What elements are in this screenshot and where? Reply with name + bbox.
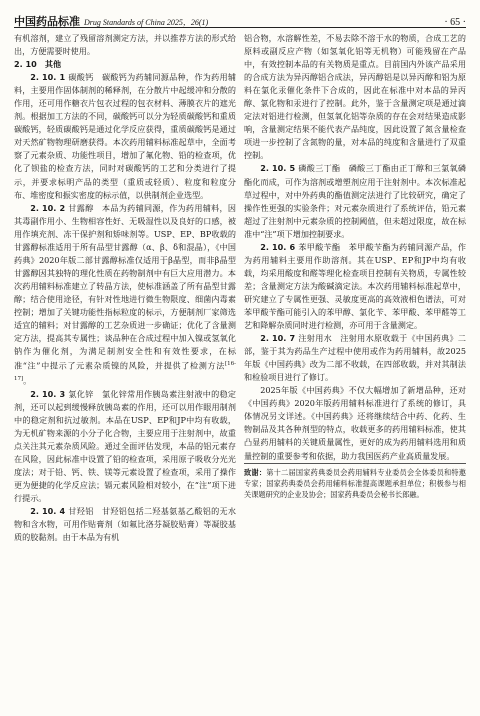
paragraph-text: 磷酸三丁酯 磷酸三丁酯由正丁醇和三氯氧磷酯化而成，可作为溶剂或增塑剂应用于注射剂中。本次标准起草过程中，对中外药典的酯值测定法进行了比较研究，确定了操作性更强的实验条件；对元素杂质进行了系统评估，铅元素超过了注射剂中元素杂质的控制阈值，但未超过限度，故在标准中“注”项下增加控制要求。 — [244, 163, 466, 239]
body-columns — [14, 32, 466, 544]
paragraph-text: 苯甲酸苄酯 苯甲酸苄酯为药辅同源产品，作为药用辅料主要用作助溶剂。其在USP、EP和JP中均有收载，均采用酸度和醛等理化检查项目控制有关物质，专属性较差；含量测定方法为酸碱滴定法。本次药用辅料标准起草中，研究建立了专属性更强、灵敏度更高的高效液相色谱法，可对苯甲酸苄酯可能引入的苯甲醇、氯化苄、苯甲酸、苯甲醛等工艺和降解杂质同时进行检测，亦可用于含量测定。 — [244, 241, 466, 331]
paragraph-end: 。 — [23, 375, 32, 386]
section-number: 2. 10. 3 — [30, 388, 66, 399]
paragraph-text: 注射用水 注射用水原收载于《中国药典》二部，鉴于其为药品生产过程中使用或作为药用辅料，故2025年版《中国药典》改为二部不收载，在四部收载，并对其制法和检验项目进行了修订。 — [244, 333, 466, 383]
section-number: 2. 10. 1 — [30, 72, 66, 83]
page-number: · 65 · — [444, 17, 466, 28]
journal-name-en: Drug Standards of China 2025，26(1) — [84, 18, 209, 27]
paragraph-zinc-chloride — [14, 388, 236, 505]
paragraph-tributyl-phosphate — [244, 162, 466, 240]
section-number: 2. 10. 7 — [260, 333, 296, 344]
acknowledgement-text: 第十二届国家药典委员会药用辅料专业委员会全体委员和特邀专家；国家药典委员会药用辅料标准提高课题承担单位；积极参与相关课题研究的企业及协会；国家药典委员会秘书长郎融。 — [244, 467, 466, 499]
section-number: 2. 10. 6 — [260, 241, 296, 252]
paragraph-calcium-carbonate — [14, 71, 236, 201]
section-heading-2-10: 2. 10 其他 — [14, 59, 62, 70]
citation-ref: [16-17] — [14, 361, 236, 382]
paragraph-text: 碳酸钙 碳酸钙为药辅同源品种，作为药用辅料，主要用作固体制剂的稀释剂，在分散片中起缓冲和分散的作用，还可用作糖衣片包衣过程的包衣材料、薄膜衣片的遮光剂。根据加工方法的不同，碳酸钙可以分为轻质碳酸钙和重质碳酸钙，轻质碳酸钙是通过化学反应获得，重质碳酸钙是通过对天然矿物物理研磨获得。本次药用辅料标准起草中，全面考察了元素杂质、功能性项目，增加了氟化物、铅的检查项，优化了钡盐的检查方法，同时对碳酸钙的工艺和分类进行了提示，并要求标明产品的类型（重质或轻质）、粒度和粒度分布、堆密度和振实密度的标示值，以供制剂企业选型。 — [14, 72, 236, 200]
paragraph: 铝合物，水溶解性差，不易去除不溶于水的物质，合成工艺的原料或副反应产物（如氢氧化铝等无机物）可能残留在产品中，有效控制本品的有关物质是重点。目前国内外该产品采用的合成方法为异丙醇铝合成法，异丙醇铝是以异丙醇和铝为原料在氯化汞催化条件下合成的，因此在标准中对本品的异丙醇、氯化物和汞进行了控制。此外，鉴于含量测定项是通过滴定法对铝进行检测，但氢氧化铝等杂质的存在会对结果造成影响，含量测定结果不能代表产品纯度，因此设置了氮含量检查项进一步控制了含氮物的量，对本品的纯度和含量进行了双重控制。 — [244, 33, 466, 161]
paragraph-water-for-injection — [244, 332, 466, 384]
page-header — [14, 10, 466, 28]
paragraph-dihydroxyaluminum-aminoacetate — [14, 505, 236, 544]
paragraph-text: 氯化锌 氯化锌常用作胰岛素注射液中的稳定剂，还可以起到缓慢释放胰岛素的作用，还可以用作眼用制剂中的稳定剂和抗过敏剂。本品在USP、EP和JP中均有收载，为无机矿物来源的小分子化合物，主要应用于注射剂中，故重点关注其元素杂质风险。通过全面评估发现，本品的铝元素存在风险，因此标准中设置了铅的检查项，采用原子吸收分光光度法；对于铅、钙、铁、镁等元素设置了检查项，采用了操作更为便捷的化学反应法；镉元素风险相对较小，在“注”项下进行提示。 — [14, 388, 236, 504]
section-number: 2. 10. 4 — [30, 506, 66, 517]
section-number: 2. 10. 5 — [260, 163, 296, 174]
acknowledgement — [244, 463, 466, 501]
paragraph: 有机溶剂，建立了残留溶剂测定方法，并以推荐方法的形式给出，方便需要时使用。 — [14, 33, 236, 57]
paragraph-mannitol — [14, 202, 236, 388]
right-column — [244, 32, 466, 544]
section-number: 2. 10. 2 — [30, 202, 66, 213]
journal-name: 中国药品标准 — [14, 15, 80, 28]
paragraph-text: 甘露醇 本品为药辅同源，作为药用辅料，因其毒副作用小、生物相容性好、无吸湿性以及良好的口感，被用作填充剂、冻干保护剂和矫味剂等。USP、EP、BP收载的甘露醇标准适用于所有品型甘露醇（α、β、δ和混晶），《中国药典》2020年版二部甘露醇标准仅适用于β晶型，而非β晶型甘露醇因其独特的理化性质在药物制剂中有巨大应用潜力。本次药用辅料标准建立了转晶方法，使标准涵盖了所有晶型甘露醇；结合使用途径，有针对性地进行微生物限度、细菌内毒素控制；增加了关键功能性指标粒度的标示，方便制剂厂家筛选适宜的辅料；对甘露醇的工艺杂质进一步确证；优化了含量测定方法，提高其专属性；谈品种在合成过程中加入镍或氢氧化钠作为催化剂，为满足制剂安全性和有效性要求，在标准“注”中提示了元素杂质镍的风险，并提供了检测方法 — [14, 202, 236, 371]
paragraph-conclusion: 2025年版《中国药典》不仅大幅增加了新增品种，还对《中国药典》2020年版药用辅料标准进行了系统的修订，具体情况另文详述。《中国药典》还将继续结合中药、化药、生物制品及其各种剂型的特点，收载更多的药用辅料标准，使其凸显药用辅料的关键质量属性，更好的成为药用辅料选用和质量控制的重要参考和依据，助力我国医药产业高质量发展。 — [244, 385, 466, 461]
left-column — [14, 32, 236, 544]
paragraph-text: 甘羟铝 甘羟铝包括二羟基氨基乙酸铝的无水物和含水物，可用作贴膏剂（如氟比洛芬凝胶贴膏）等凝胶基质的胶黏剂。由于本品为有机 — [14, 506, 236, 543]
acknowledgement-label: 致谢： — [244, 467, 267, 477]
paragraph-benzyl-benzoate — [244, 241, 466, 332]
journal-title — [14, 10, 208, 29]
